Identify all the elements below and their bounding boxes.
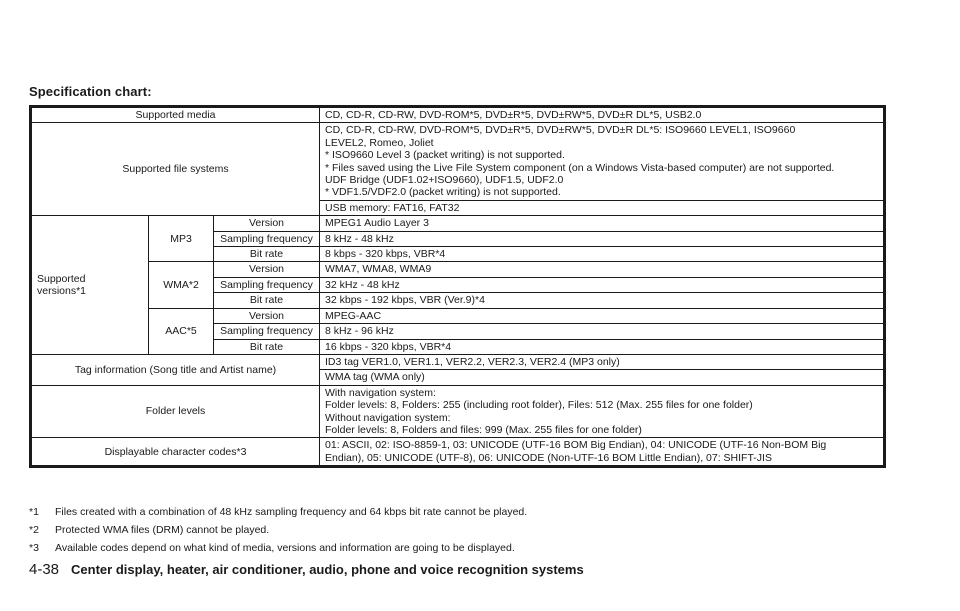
file-systems-line: LEVEL2, Romeo, Joliet — [325, 136, 434, 149]
table-row — [31, 385, 885, 438]
section-title: Center display, heater, air conditioner, audio, phone and voice recognition systems — [71, 562, 584, 577]
footnote-mark: *3 — [29, 542, 39, 554]
footnote-mark: *1 — [29, 506, 39, 518]
table-row — [31, 438, 885, 467]
supported-media-label: Supported media — [31, 107, 320, 123]
footnote — [29, 521, 527, 539]
aac-version-value: MPEG-AAC — [320, 308, 885, 323]
file-systems-line: UDF Bridge (UDF1.02+ISO9660), UDF1.5, UDF2.0 — [325, 174, 564, 187]
supported-media-value: CD, CD-R, CD-RW, DVD-ROM*5, DVD±R*5, DVD±RW*5, DVD±R DL*5, USB2.0 — [320, 107, 885, 123]
wma-frequency-value: 32 kHz - 48 kHz — [320, 277, 885, 292]
table-row — [31, 107, 885, 123]
file-systems-line: * ISO9660 Level 3 (packet writing) is not supported. — [325, 149, 565, 162]
mp3-frequency-label: Sampling frequency — [214, 231, 320, 246]
char-codes-label: Displayable character codes*3 — [31, 438, 320, 467]
footnote-text: Protected WMA files (DRM) cannot be played. — [55, 524, 270, 536]
aac-version-label: Version — [214, 308, 320, 323]
page-heading: Specification chart: — [29, 84, 152, 99]
file-systems-value — [320, 123, 885, 200]
aac-bitrate-label: Bit rate — [214, 339, 320, 354]
footnote — [29, 503, 527, 521]
supported-versions-label-line: Supported — [37, 272, 86, 285]
folder-levels-line: Folder levels: 8, Folders and files: 999 (Max. 255 files for one folder) — [325, 423, 642, 436]
aac-bitrate-value: 16 kbps - 320 kbps, VBR*4 — [320, 339, 885, 354]
wma-bitrate-value: 32 kbps - 192 kbps, VBR (Ver.9)*4 — [320, 293, 885, 308]
folder-levels-line: Without navigation system: — [325, 411, 451, 424]
folder-levels-line: Folder levels: 8, Folders: 255 (including root folder), Files: 512 (Max. 255 files for one folder) — [325, 399, 753, 412]
footnotes — [29, 503, 527, 557]
usb-file-system-value: USB memory: FAT16, FAT32 — [320, 200, 885, 215]
footnote-text: Available codes depend on what kind of media, versions and information are going to be displayed. — [55, 542, 515, 554]
footnote — [29, 539, 527, 557]
tag-info-value-id3: ID3 tag VER1.0, VER1.1, VER2.2, VER2.3, VER2.4 (MP3 only) — [320, 354, 885, 369]
mp3-frequency-value: 8 kHz - 48 kHz — [320, 231, 885, 246]
specification-table — [29, 105, 886, 468]
footnote-text: Files created with a combination of 48 kHz sampling frequency and 64 kbps bit rate cannot be played. — [55, 506, 528, 518]
tag-info-value-wma: WMA tag (WMA only) — [320, 370, 885, 385]
folder-levels-label: Folder levels — [31, 385, 320, 438]
mp3-bitrate-value: 8 kbps - 320 kbps, VBR*4 — [320, 247, 885, 262]
table-row — [31, 354, 885, 369]
supported-versions-label-line: versions*1 — [37, 285, 87, 298]
wma-version-label: Version — [214, 262, 320, 277]
file-systems-line: * Files saved using the Live File System component (on a Windows Vista-based computer) are not supported. — [325, 161, 835, 174]
file-systems-line: * VDF1.5/VDF2.0 (packet writing) is not supported. — [325, 186, 561, 199]
mp3-bitrate-label: Bit rate — [214, 247, 320, 262]
aac-frequency-value: 8 kHz - 96 kHz — [320, 324, 885, 339]
table-row — [31, 308, 885, 323]
wma-label: WMA*2 — [149, 262, 214, 308]
table-row — [31, 216, 885, 231]
char-codes-value — [320, 438, 885, 467]
file-systems-label: Supported file systems — [31, 123, 320, 216]
folder-levels-value — [320, 385, 885, 438]
mp3-version-label: Version — [214, 216, 320, 231]
aac-frequency-label: Sampling frequency — [214, 324, 320, 339]
wma-bitrate-label: Bit rate — [214, 293, 320, 308]
page-number: 4-38 — [29, 561, 60, 578]
char-codes-line: 01: ASCII, 02: ISO-8859-1, 03: UNICODE (UTF-16 BOM Big Endian), 04: UNICODE (UTF-16 Non-BOM Big — [325, 439, 827, 452]
footnote-mark: *2 — [29, 524, 39, 536]
aac-label: AAC*5 — [149, 308, 214, 354]
char-codes-line: Endian), 05: UNICODE (UTF-8), 06: UNICODE (Non-UTF-16 BOM Little Endian), 07: SHIFT-JIS — [325, 451, 772, 464]
tag-info-label: Tag information (Song title and Artist name) — [31, 354, 320, 385]
table-row — [31, 123, 885, 200]
wma-version-value: WMA7, WMA8, WMA9 — [320, 262, 885, 277]
mp3-version-value: MPEG1 Audio Layer 3 — [320, 216, 885, 231]
folder-levels-line: With navigation system: — [325, 386, 436, 399]
mp3-label: MP3 — [149, 216, 214, 262]
table-row — [31, 262, 885, 277]
file-systems-line: CD, CD-R, CD-RW, DVD-ROM*5, DVD±R*5, DVD±RW*5, DVD±R DL*5: ISO9660 LEVEL1, ISO9660 — [325, 124, 796, 137]
wma-frequency-label: Sampling frequency — [214, 277, 320, 292]
page-footer — [29, 561, 584, 578]
supported-versions-label — [31, 216, 149, 355]
